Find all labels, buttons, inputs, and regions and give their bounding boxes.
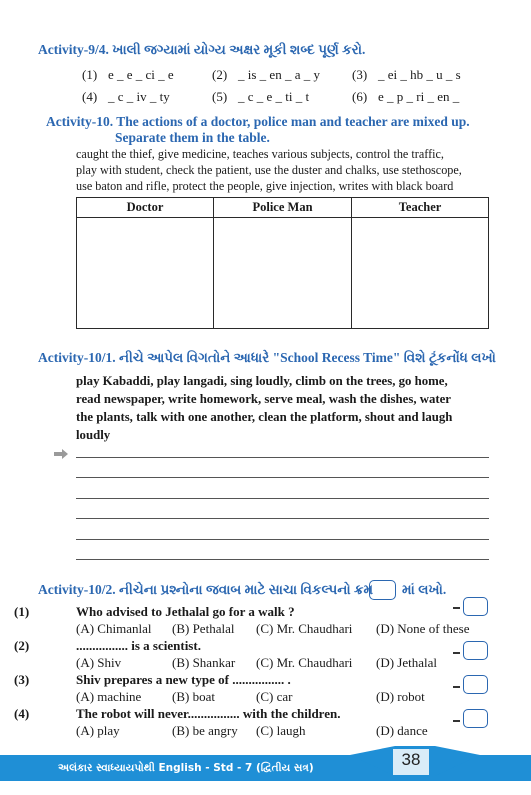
fill-word-5: _ c _ e _ ti _ t bbox=[238, 89, 310, 104]
table-header-doctor: Doctor bbox=[77, 198, 213, 218]
arrow-right-icon bbox=[54, 449, 68, 459]
activity-10-1-body-line: read newspaper, write homework, serve meal, wash the dishes, water bbox=[76, 392, 451, 406]
writing-line[interactable] bbox=[76, 498, 489, 499]
fill-num-2: (2) bbox=[212, 67, 228, 82]
activity-10-body-line: play with student, check the patient, use the duster and chalks, use stethoscope, bbox=[76, 163, 462, 177]
fill-num-5: (5) bbox=[212, 89, 228, 104]
writing-line[interactable] bbox=[76, 518, 489, 519]
activity-10-heading-line1: Activity-10. The actions of a doctor, police man and teacher are mixed up. bbox=[46, 114, 470, 129]
writing-line[interactable] bbox=[76, 539, 489, 540]
table-column-police bbox=[214, 198, 352, 328]
fill-word-4: _ c _ iv _ ty bbox=[108, 89, 170, 104]
footer-book-title: અલંકાર સ્વાધ્યાયપોથી English - Std - 7 (દ્વિતીય સત્ર) bbox=[58, 762, 314, 774]
fill-word-6: e _ p _ ri _ en _ bbox=[378, 89, 460, 104]
option-1a: (A) Chimanlal bbox=[76, 621, 152, 636]
fill-row-1 bbox=[82, 67, 502, 83]
option-1b: (B) Pethalal bbox=[172, 621, 235, 636]
activity-10-2-heading-after: માં લખો. bbox=[402, 582, 447, 597]
page-number: 38 bbox=[401, 750, 421, 769]
answer-dash bbox=[453, 652, 460, 654]
option-4c: (C) laugh bbox=[256, 723, 306, 738]
fill-row-2 bbox=[82, 89, 502, 105]
option-2d: (D) Jethalal bbox=[376, 655, 438, 670]
option-1c: (C) Mr. Chaudhari bbox=[256, 621, 353, 636]
table-column-doctor bbox=[77, 198, 214, 328]
option-3a: (A) machine bbox=[76, 689, 142, 704]
option-1d: (D) None of these bbox=[376, 621, 470, 636]
fill-word-3: _ ei _ hb _ u _ s bbox=[378, 67, 461, 82]
option-4b: (B) be angry bbox=[172, 723, 238, 738]
answer-box-3[interactable] bbox=[463, 675, 488, 694]
heading-answer-box bbox=[369, 580, 396, 600]
fill-num-1: (1) bbox=[82, 67, 98, 82]
activity-10-1-body-line: play Kabaddi, play langadi, sing loudly, climb on the trees, go home, bbox=[76, 374, 448, 388]
fill-num-6: (6) bbox=[352, 89, 368, 104]
actions-table bbox=[76, 197, 489, 329]
writing-line[interactable] bbox=[76, 477, 489, 478]
option-2b: (B) Shankar bbox=[172, 655, 236, 670]
question-text-1: Who advised to Jethalal go for a walk ? bbox=[76, 604, 295, 619]
table-column-teacher bbox=[352, 198, 488, 328]
activity-10-body-line: use baton and rifle, protect the people, give injection, writes with black board bbox=[76, 179, 454, 193]
option-4a: (A) play bbox=[76, 723, 120, 738]
option-3c: (C) car bbox=[256, 689, 293, 704]
activity-10-1-body bbox=[76, 372, 452, 444]
table-header-police: Police Man bbox=[214, 198, 351, 218]
question-text-3: Shiv prepares a new type of ................ . bbox=[76, 672, 291, 687]
answer-dash bbox=[453, 720, 460, 722]
option-2a: (A) Shiv bbox=[76, 655, 122, 670]
activity-10-heading-line2: Separate them in the table. bbox=[115, 130, 270, 145]
writing-line[interactable] bbox=[76, 457, 489, 458]
answer-box-1[interactable] bbox=[463, 597, 488, 616]
answer-dash bbox=[453, 607, 460, 609]
question-number-3: (3) bbox=[14, 672, 30, 687]
activity-10-1-body-line: loudly bbox=[76, 428, 111, 442]
activity-10-2-heading-before: Activity-10/2. નીચેના પ્રશ્નોના જવાબ માટે સાચા વિકલ્પનો ક્રમ bbox=[38, 582, 374, 597]
option-4d: (D) dance bbox=[376, 723, 428, 738]
activity-10-body-line: caught the thief, give medicine, teaches various subjects, control the traffic, bbox=[76, 147, 444, 161]
fill-num-3: (3) bbox=[352, 67, 368, 82]
activity-10-body bbox=[76, 146, 462, 194]
activity-10-1-body-line: the plants, talk with one another, clean the platform, shout and laugh bbox=[76, 410, 453, 424]
activity-10-1-heading: Activity-10/1. નીચે આપેલ વિગતોને આધારે "School Recess Time" વિશે ટૂંકનોંધ લખો bbox=[38, 350, 496, 365]
answer-dash bbox=[453, 686, 460, 688]
question-number-1: (1) bbox=[14, 604, 30, 619]
option-2c: (C) Mr. Chaudhari bbox=[256, 655, 353, 670]
option-3d: (D) robot bbox=[376, 689, 425, 704]
question-number-4: (4) bbox=[14, 706, 30, 721]
question-text-4: The robot will never................ with the children. bbox=[76, 706, 341, 721]
activity-9-4-heading: Activity-9/4. ખાલી જગ્યામાં યોગ્ય અક્ષર મૂકી શબ્દ પૂર્ણ કરો. bbox=[38, 42, 366, 57]
option-3b: (B) boat bbox=[172, 689, 215, 704]
fill-word-2: _ is _ en _ a _ y bbox=[238, 67, 320, 82]
question-text-2: ................ is a scientist. bbox=[76, 638, 201, 653]
writing-line[interactable] bbox=[76, 559, 489, 560]
fill-word-1: e _ e _ ci _ e bbox=[108, 67, 174, 82]
table-header-teacher: Teacher bbox=[352, 198, 488, 218]
answer-box-2[interactable] bbox=[463, 641, 488, 660]
answer-box-4[interactable] bbox=[463, 709, 488, 728]
fill-num-4: (4) bbox=[82, 89, 98, 104]
question-number-2: (2) bbox=[14, 638, 30, 653]
